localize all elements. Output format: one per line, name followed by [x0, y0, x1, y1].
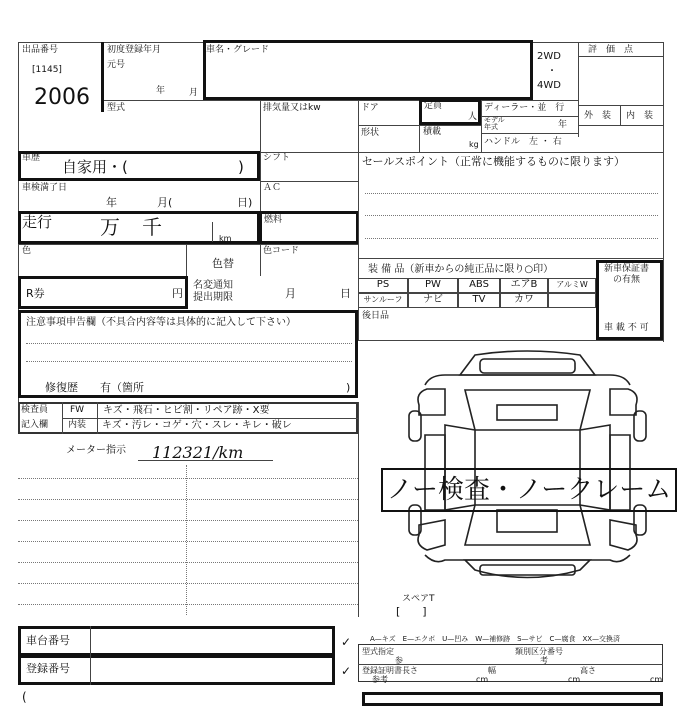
exterior-label: 外 装: [584, 111, 612, 121]
first-reg-month-unit: 月: [189, 88, 199, 98]
era-label: 元号: [107, 60, 126, 70]
note-line: [18, 520, 358, 521]
chassis-label: 車台番号: [26, 634, 70, 647]
stored-label: 車 載 不 可: [604, 323, 649, 333]
mileage-man: 万: [100, 215, 120, 239]
shift-label: シフト: [263, 153, 291, 163]
history-box: [18, 151, 260, 181]
sales-point-label: セールスポイント（正常に機能するものに限ります）: [362, 155, 626, 168]
displacement-label: 排気量又はkw: [263, 103, 321, 113]
inspection-label: 車検満了日: [22, 183, 68, 193]
first-registration-label: 初度登録年月: [107, 45, 162, 55]
color-code-label: 色コード: [263, 246, 300, 256]
no-inspection-no-claim-stamp: ノー検査・ノークレーム: [381, 468, 677, 512]
mileage-label: 走行: [22, 213, 53, 231]
class-label: 類別区分番号: [515, 647, 563, 656]
type-label: 型式指定: [362, 647, 394, 656]
inspector-label-b: 記入欄: [21, 420, 49, 430]
caution-label: 注意事項申告欄（不具合内容等は具体的に記入して下さい）: [26, 317, 296, 328]
meter-label: メーター指示: [66, 445, 126, 456]
door-label: ドア: [361, 103, 379, 113]
spare-brackets: [ ]: [396, 605, 427, 618]
warranty-label: 新車保証書 の有無: [604, 264, 650, 285]
load-label: 積載: [423, 127, 442, 137]
inspection-month-unit: 月(: [157, 196, 173, 209]
height-label: 高さ: [580, 666, 596, 675]
first-reg-year-unit: 年: [156, 86, 166, 96]
equipment-label: 装 備 品（新車からの純正品に限り○印）: [368, 264, 554, 275]
dealer-label: ディーラー・並 行: [484, 103, 565, 113]
color-label: 色: [22, 246, 32, 256]
note-line: [18, 499, 358, 500]
note-line: [18, 541, 358, 542]
history-close: ): [238, 158, 244, 176]
load-unit: kg: [469, 140, 479, 149]
notice-label: 名変通知 提出期限: [193, 280, 233, 303]
length-label: 長さ: [402, 666, 418, 675]
registration-label: 登録番号: [26, 662, 70, 675]
equipment-cell: ナビ: [408, 293, 458, 308]
checkmark-2: ✓: [341, 664, 352, 678]
note-line: [18, 478, 358, 479]
shape-label: 形状: [361, 128, 380, 138]
equipment-cell: アルミW: [548, 278, 596, 293]
model-label: 型式: [107, 103, 126, 113]
fw-text: キズ・飛石・ヒビ割・リペア跡・X要: [103, 405, 270, 416]
model-year: 2006: [34, 85, 90, 110]
note-line: [18, 604, 358, 605]
inspector-label-a: 検査員: [21, 405, 49, 415]
in-label: 内装: [68, 420, 87, 430]
checkmark-1: ✓: [341, 635, 352, 649]
lot-number: [1145]: [32, 65, 62, 75]
reg-cert-label: 登録証明書: [362, 666, 402, 675]
ref1-label: 参: [395, 656, 403, 665]
equipment-cell: PW: [408, 278, 458, 293]
model-year-unit: 年: [558, 120, 568, 130]
equipment-cell: エアB: [500, 278, 548, 293]
damage-legend: A—キズ E—エクボ U—凹み W—補修跡 S—サビ C—腐食 XX—交換済: [370, 635, 621, 643]
drive-2wd: 2WD: [537, 51, 561, 62]
drive-dot: ・: [547, 66, 557, 77]
ref-label: 参考: [372, 675, 388, 684]
repaint-label: 色替: [212, 257, 234, 270]
inspection-year-unit: 年: [106, 196, 117, 209]
notice-day: 日: [340, 287, 351, 300]
ref2-label: 考: [540, 656, 548, 665]
history-label: 車歴: [22, 153, 41, 163]
width-label: 幅: [488, 666, 496, 675]
bottom-right-box: [362, 692, 663, 706]
drive-4wd: 4WD: [537, 80, 561, 91]
capacity-unit: 人: [468, 112, 478, 122]
spec-table: [358, 644, 663, 682]
fw-label: FW: [70, 405, 85, 415]
after-label: 後日品: [362, 311, 390, 321]
length-unit: cm: [476, 675, 489, 684]
repair-label: 修復歴 有（箇所: [45, 381, 144, 394]
mileage-km: km: [219, 234, 232, 243]
width-unit: cm: [568, 675, 581, 684]
inspection-day-unit: 日): [237, 196, 253, 209]
lot-label: 出品番号: [22, 45, 59, 55]
interior-label: 内 装: [626, 111, 654, 121]
spare-label: スペアT: [402, 594, 435, 604]
history-value: 自家用・(: [62, 158, 128, 176]
fuel-label: 燃料: [264, 215, 283, 225]
repair-close: ): [346, 381, 351, 394]
note-line: [18, 583, 358, 584]
equipment-cell: ABS: [458, 278, 500, 293]
car-name-label: 車名・グレード: [206, 45, 270, 55]
r-ticket-yen: 円: [172, 287, 183, 300]
equipment-cell: [548, 293, 596, 308]
handle-label: ハンドル 左 ・ 右: [484, 137, 562, 147]
meter-handwritten: 112321/km: [152, 443, 244, 462]
equipment-cell: PS: [358, 278, 408, 293]
equipment-cell: TV: [458, 293, 500, 308]
notice-month: 月: [285, 287, 296, 300]
model-year-label: モデル 年式: [484, 116, 505, 131]
in-text: キズ・汚レ・コゲ・穴・スレ・キレ・破レ: [102, 420, 292, 431]
ac-label: ＡＣ: [263, 183, 282, 193]
capacity-label: 定員: [424, 101, 443, 111]
mileage-sen: 千: [142, 215, 162, 239]
note-line: [18, 562, 358, 563]
equipment-cell: サンルーフ: [358, 293, 408, 308]
equipment-cell: カワ: [500, 293, 548, 308]
bottom-left-bracket: (: [22, 690, 27, 704]
height-unit: cm: [650, 675, 663, 684]
rating-label: 評 価 点: [588, 45, 634, 55]
r-ticket-label: R券: [26, 287, 45, 300]
